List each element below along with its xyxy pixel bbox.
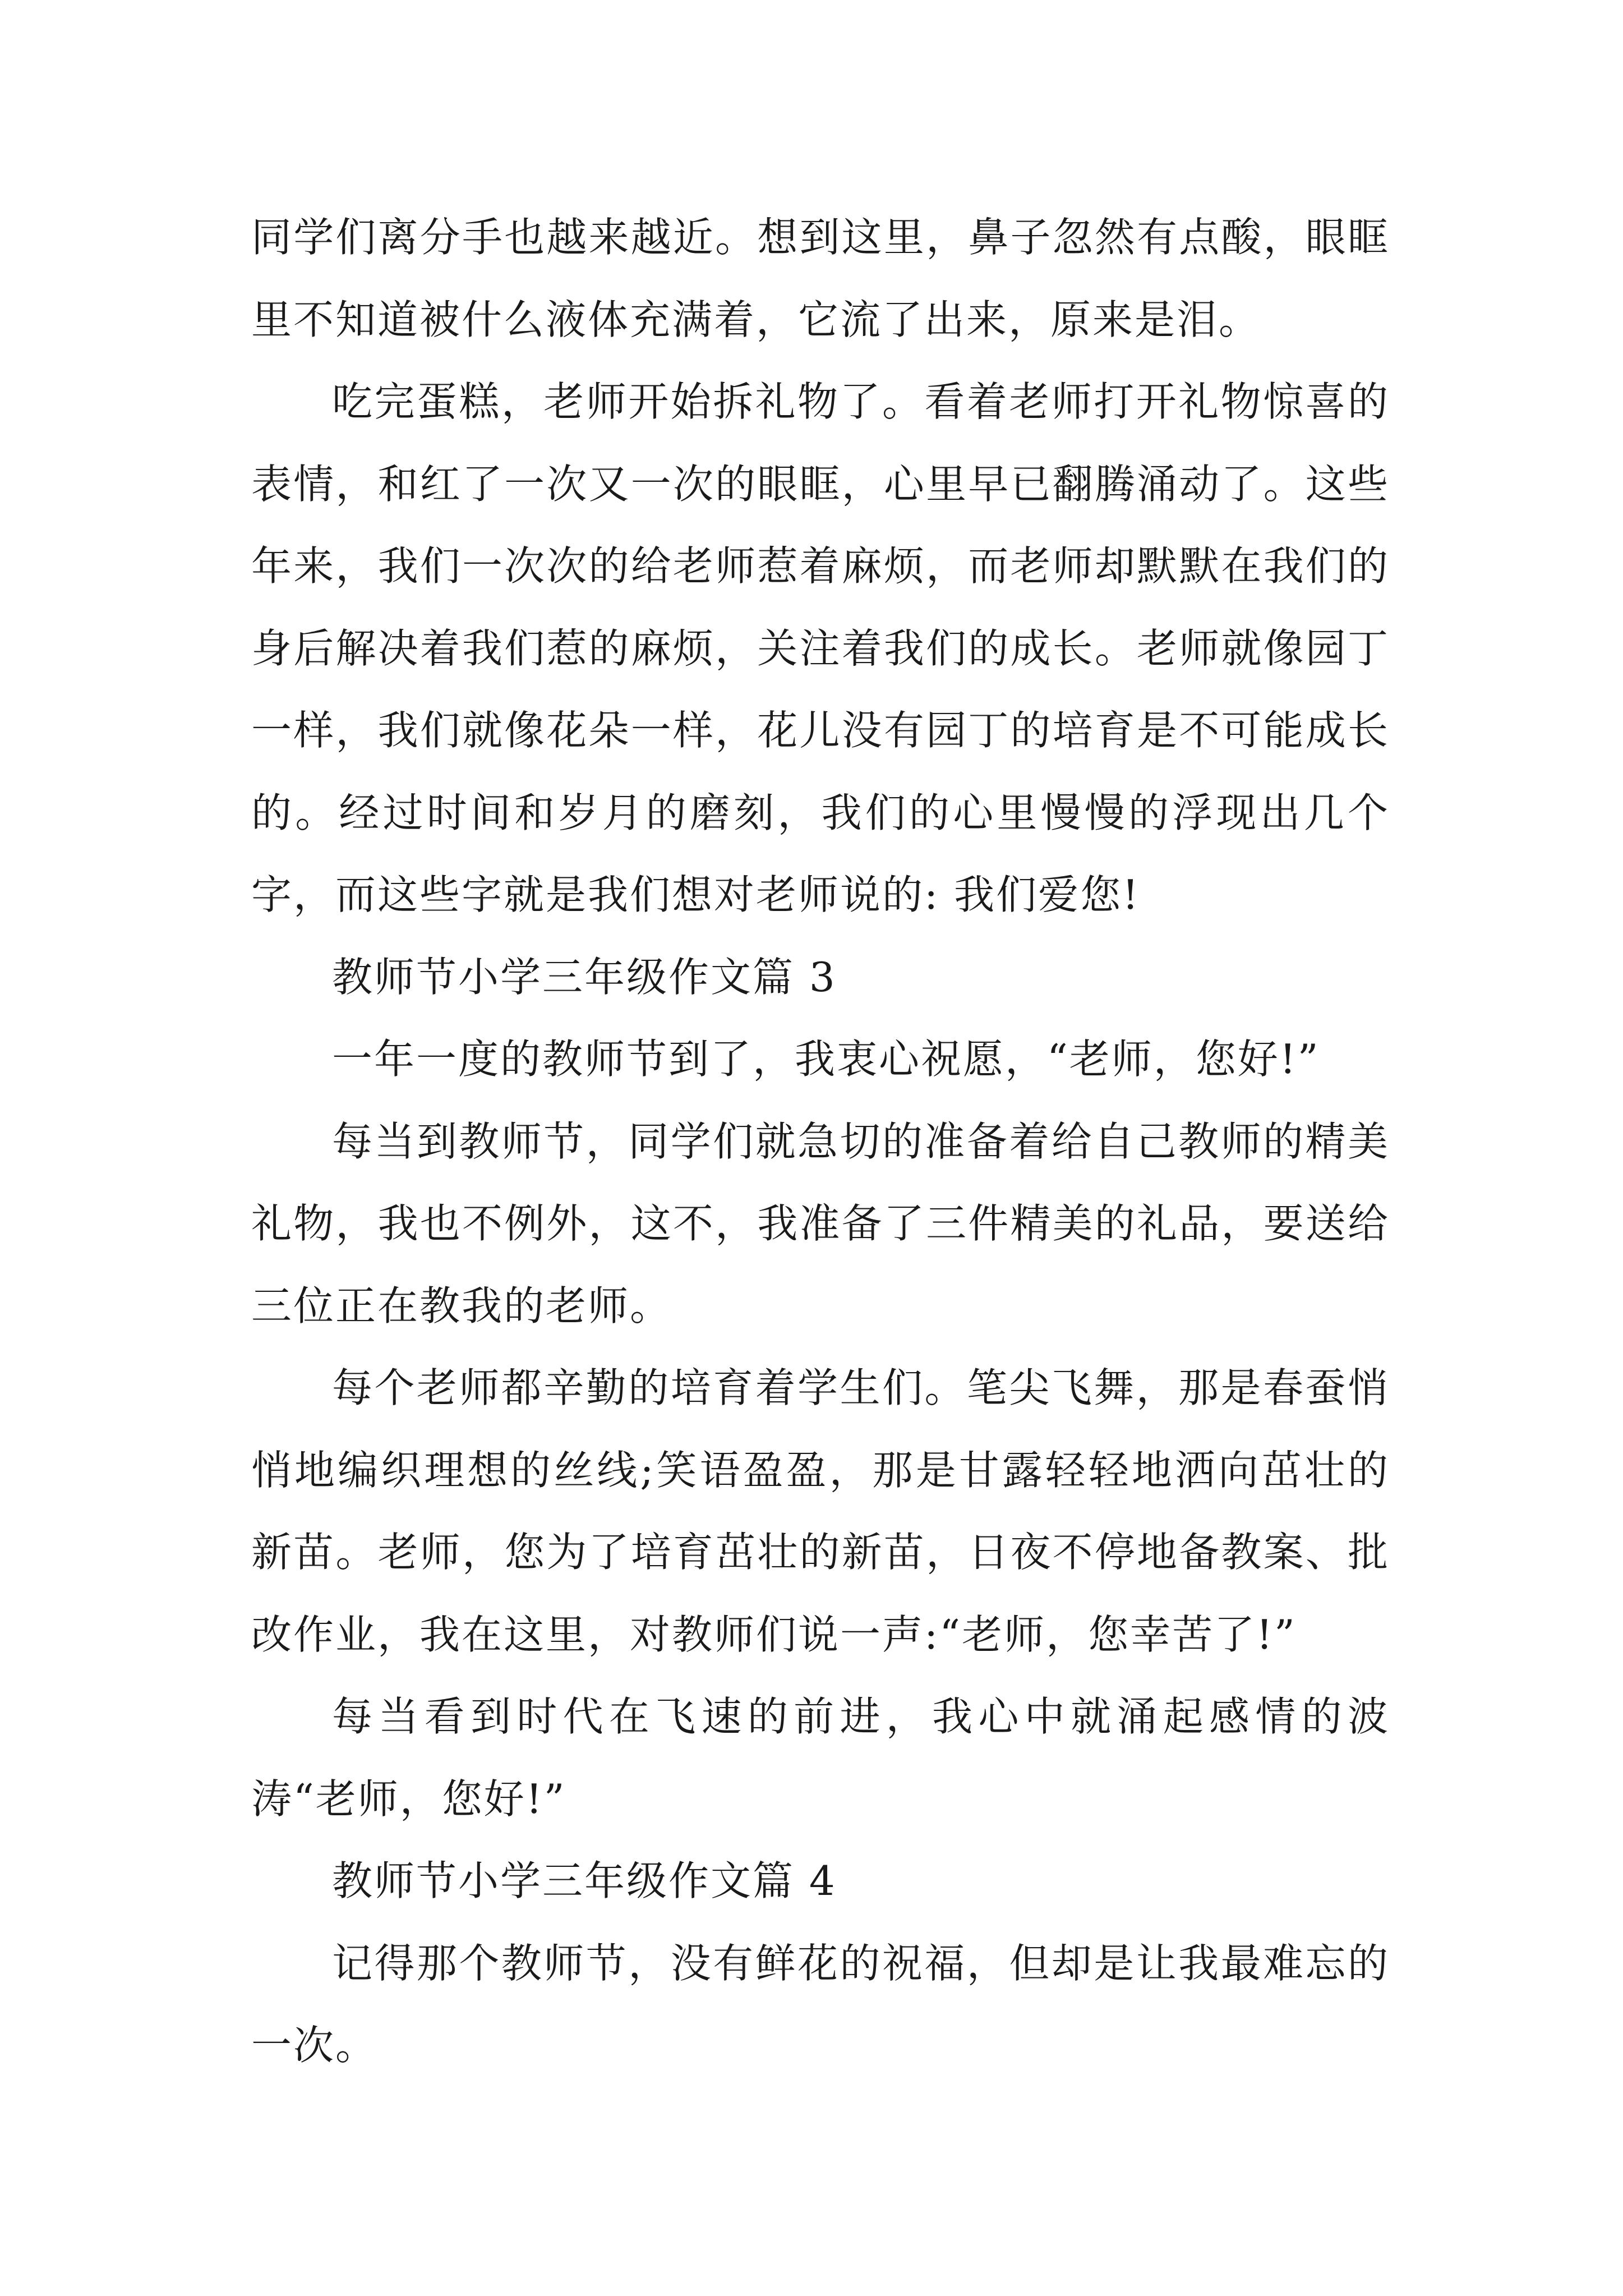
paragraph: 同学们离分手也越来越近。想到这里，鼻子忽然有点酸，眼眶里不知道被什么液体充满着，它流了出来，原来是泪。 [251, 214, 1390, 343]
paragraph: 吃完蛋糕，老师开始拆礼物了。看着老师打开礼物惊喜的表情，和红了一次又一次的眼眶，心里早已翻腾涌动了。这些年来，我们一次次的给老师惹着麻烦，而老师却默默在我们的身后解决着我们惹的麻烦，关注着我们的成长。老师就像园丁一样，我们就像花朵一样，花儿没有园丁的培育是不可能成长的。经过时间和岁月的磨刻，我们的心里慢慢的浮现出几个字，而这些字就是我们想对老师说的: 我们爱您! [251, 378, 1390, 918]
paragraph: 每当看到时代在飞速的前进，我心中就涌起感情的波涛“老师，您好!” [251, 1693, 1390, 1823]
paragraph: 每个老师都辛勤的培育着学生们。笔尖飞舞，那是春蚕悄悄地编织理想的丝线;笑语盈盈，那是甘露轻轻地洒向茁壮的新苗。老师，您为了培育茁壮的新苗，日夜不停地备教案、批改作业，我在这里，对教师们说一声:“老师，您幸苦了!” [251, 1364, 1390, 1658]
paragraph: 每当到教师节，同学们就急切的准备着给自己教师的精美礼物，我也不例外，这不，我准备了三件精美的礼品，要送给三位正在教我的老师。 [251, 1117, 1390, 1329]
section-heading: 教师节小学三年级作文篇 3 [332, 953, 837, 1001]
paragraph: 一年一度的教师节到了，我衷心祝愿，“老师，您好!” [332, 1036, 1320, 1083]
paragraph: 记得那个教师节，没有鲜花的祝福，但却是让我最难忘的一次。 [251, 1939, 1390, 2069]
section-heading: 教师节小学三年级作文篇 4 [332, 1857, 837, 1904]
document-body [251, 196, 1390, 2087]
